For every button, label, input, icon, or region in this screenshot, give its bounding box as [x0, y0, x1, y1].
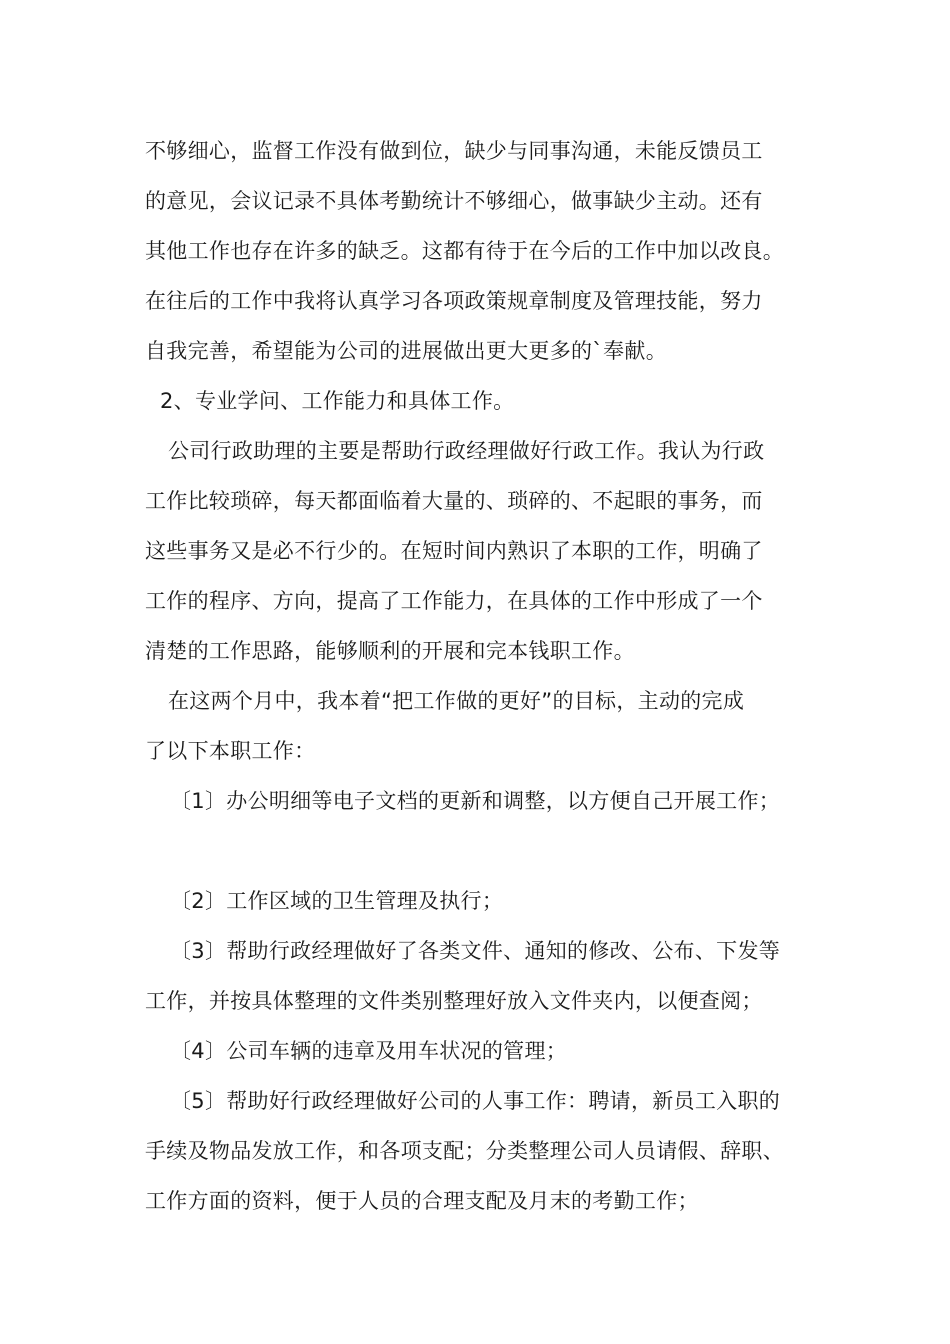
- body-text-line: 公司行政助理的主要是帮助行政经理做好行政工作。我认为行政: [168, 439, 765, 463]
- list-item: 〔2〕工作区域的卫生管理及执行；: [170, 889, 504, 913]
- list-item: 〔4〕公司车辆的违章及用车状况的管理；: [170, 1039, 568, 1063]
- section-heading: 2、专业学问、工作能力和具体工作。: [160, 389, 515, 413]
- list-item: 〔5〕帮助好行政经理做好公司的人事工作：聘请，新员工入职的: [170, 1089, 781, 1113]
- body-text-line: 了以下本职工作：: [145, 739, 316, 763]
- body-text-line: 工作比较琐碎，每天都面临着大量的、琐碎的、不起眼的事务，而: [145, 489, 763, 513]
- list-item-continuation: 工作，并按具体整理的文件类别整理好放入文件夹内，以便查阅；: [145, 989, 763, 1013]
- body-text-line: 在往后的工作中我将认真学习各项政策规章制度及管理技能，努力: [145, 289, 763, 313]
- body-text-line: 不够细心，监督工作没有做到位，缺少与同事沟通，未能反馈员工: [145, 139, 763, 163]
- body-text-line: 清楚的工作思路，能够顺利的开展和完本钱职工作。: [145, 639, 635, 663]
- list-item: 〔3〕帮助行政经理做好了各类文件、通知的修改、公布、下发等: [170, 939, 781, 963]
- body-text-line: 自我完善，希望能为公司的进展做出更大更多的`奉献。: [145, 339, 667, 363]
- list-item: 〔1〕办公明细等电子文档的更新和调整，以方便自己开展工作；: [170, 789, 781, 813]
- body-text-line: 其他工作也存在许多的缺乏。这都有待于在今后的工作中加以改良。: [145, 239, 784, 263]
- body-text-line: 这些事务又是必不行少的。在短时间内熟识了本职的工作，明确了: [145, 539, 763, 563]
- body-text-line: 在这两个月中，我本着“把工作做的更好”的目标，主动的完成: [168, 689, 745, 713]
- list-item-continuation: 工作方面的资料，便于人员的合理支配及月末的考勤工作；: [145, 1189, 699, 1213]
- body-text-line: 的意见，会议记录不具体考勤统计不够细心，做事缺少主动。还有: [145, 189, 763, 213]
- body-text-line: 工作的程序、方向，提高了工作能力，在具体的工作中形成了一个: [145, 589, 763, 613]
- list-item-continuation: 手续及物品发放工作，和各项支配；分类整理公司人员请假、辞职、: [145, 1139, 784, 1163]
